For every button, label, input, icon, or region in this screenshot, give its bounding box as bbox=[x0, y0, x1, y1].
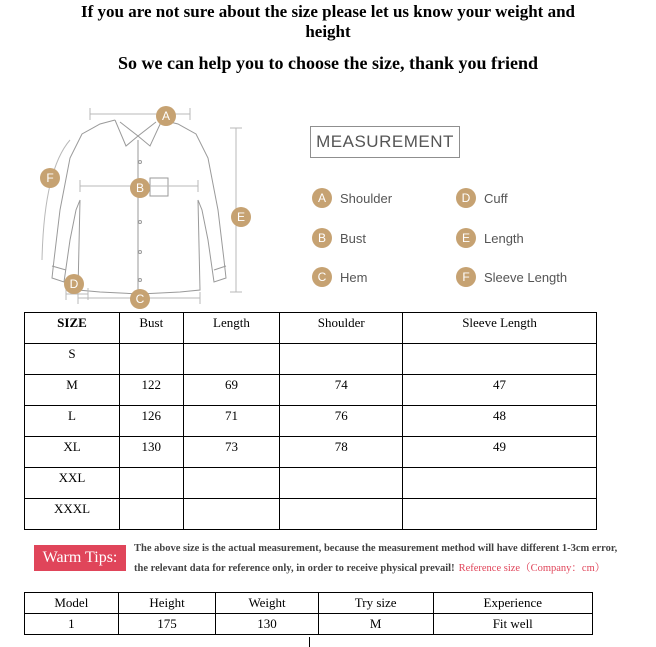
bust-cell bbox=[119, 344, 183, 375]
weight-cell: 130 bbox=[216, 614, 319, 635]
legend-label: Hem bbox=[340, 269, 368, 285]
size-chart-table bbox=[24, 312, 597, 530]
legend-marker: A bbox=[312, 188, 332, 208]
divider-tick bbox=[309, 637, 310, 647]
table-row bbox=[25, 614, 593, 635]
legend-marker: D bbox=[456, 188, 476, 208]
legend-marker: C bbox=[312, 267, 332, 287]
table-header-row bbox=[25, 313, 597, 344]
table-row bbox=[25, 406, 597, 437]
legend-bust bbox=[312, 228, 366, 248]
size-cell: S bbox=[25, 344, 120, 375]
legend-label: Bust bbox=[340, 230, 367, 246]
length-cell: 71 bbox=[183, 406, 280, 437]
marker-b: B bbox=[130, 178, 150, 198]
legend-label: Length bbox=[484, 230, 524, 246]
size-cell: M bbox=[25, 375, 120, 406]
length-cell bbox=[183, 468, 280, 499]
marker-e: E bbox=[231, 207, 251, 227]
size-cell: XXXL bbox=[25, 499, 120, 530]
warm-tips-badge: Warm Tips: bbox=[34, 545, 126, 571]
table-row bbox=[25, 499, 597, 530]
header-cell: Experience bbox=[433, 593, 592, 614]
tips-line-2 bbox=[134, 560, 605, 575]
warm-tips bbox=[34, 543, 654, 583]
sleeve-length-cell bbox=[403, 468, 597, 499]
legend-marker: F bbox=[456, 267, 476, 287]
table-row bbox=[25, 344, 597, 375]
header-cell: Model bbox=[25, 593, 119, 614]
experience-cell: Fit well bbox=[433, 614, 592, 635]
model-cell: 1 bbox=[25, 614, 119, 635]
shoulder-cell: 74 bbox=[280, 375, 403, 406]
legend-label: Shoulder bbox=[340, 190, 393, 206]
sleeve-length-cell: 48 bbox=[403, 406, 597, 437]
shoulder-cell bbox=[280, 499, 403, 530]
measurement-diagram bbox=[30, 100, 590, 312]
sleeve-length-cell bbox=[403, 344, 597, 375]
header-cell: Try size bbox=[318, 593, 433, 614]
marker-a: A bbox=[156, 106, 176, 126]
table-row bbox=[25, 468, 597, 499]
header-cell: SIZE bbox=[25, 313, 120, 344]
header-cell: Height bbox=[118, 593, 216, 614]
size-cell: XL bbox=[25, 437, 120, 468]
legend-length bbox=[456, 228, 524, 248]
measurement-title: MEASUREMENT bbox=[310, 126, 460, 158]
sleeve-length-cell: 47 bbox=[403, 375, 597, 406]
sleeve-length-cell bbox=[403, 499, 597, 530]
legend-sleeve-length bbox=[456, 267, 567, 287]
legend-label: Sleeve Length bbox=[484, 269, 568, 285]
length-cell: 73 bbox=[183, 437, 280, 468]
table-header-row bbox=[25, 593, 593, 614]
table-row bbox=[25, 375, 597, 406]
length-cell: 69 bbox=[183, 375, 280, 406]
legend-label: Cuff bbox=[484, 190, 508, 206]
tips-line-1: The above size is the actual measurement, because the measurement method will have different 1-3cm error, bbox=[134, 543, 618, 554]
marker-c: C bbox=[130, 289, 150, 309]
length-cell bbox=[183, 499, 280, 530]
bust-cell bbox=[119, 468, 183, 499]
bust-cell: 130 bbox=[119, 437, 183, 468]
legend-marker: B bbox=[312, 228, 332, 248]
marker-f: F bbox=[40, 168, 60, 188]
model-fit-table bbox=[24, 592, 593, 635]
bust-cell: 126 bbox=[119, 406, 183, 437]
length-cell bbox=[183, 344, 280, 375]
table-row bbox=[25, 437, 597, 468]
bust-cell: 122 bbox=[119, 375, 183, 406]
header-cell: Shoulder bbox=[280, 313, 403, 344]
bust-cell bbox=[119, 499, 183, 530]
header-line-2: So we can help you to choose the size, thank you friend bbox=[117, 53, 539, 73]
legend-marker: E bbox=[456, 228, 476, 248]
header bbox=[0, 2, 656, 74]
header-cell: Sleeve Length bbox=[403, 313, 597, 344]
shoulder-cell: 76 bbox=[280, 406, 403, 437]
legend-hem bbox=[312, 267, 367, 287]
header-cell: Bust bbox=[119, 313, 183, 344]
reference-size-note: Reference size（Company：cm） bbox=[458, 563, 606, 574]
try-size-cell: M bbox=[318, 614, 433, 635]
shoulder-cell bbox=[280, 344, 403, 375]
sleeve-length-cell: 49 bbox=[403, 437, 597, 468]
shoulder-cell bbox=[280, 468, 403, 499]
marker-d: D bbox=[64, 274, 84, 294]
height-cell: 175 bbox=[118, 614, 216, 635]
shoulder-cell: 78 bbox=[280, 437, 403, 468]
size-cell: L bbox=[25, 406, 120, 437]
legend-shoulder bbox=[312, 188, 392, 208]
header-cell: Length bbox=[183, 313, 280, 344]
header-cell: Weight bbox=[216, 593, 319, 614]
legend-cuff bbox=[456, 188, 508, 208]
tips-line-2-text: the relevant data for reference only, in order to receive physical prevail! bbox=[134, 563, 455, 574]
size-cell: XXL bbox=[25, 468, 120, 499]
header-line-1: If you are not sure about the size please let us know your weight and height bbox=[81, 2, 575, 41]
